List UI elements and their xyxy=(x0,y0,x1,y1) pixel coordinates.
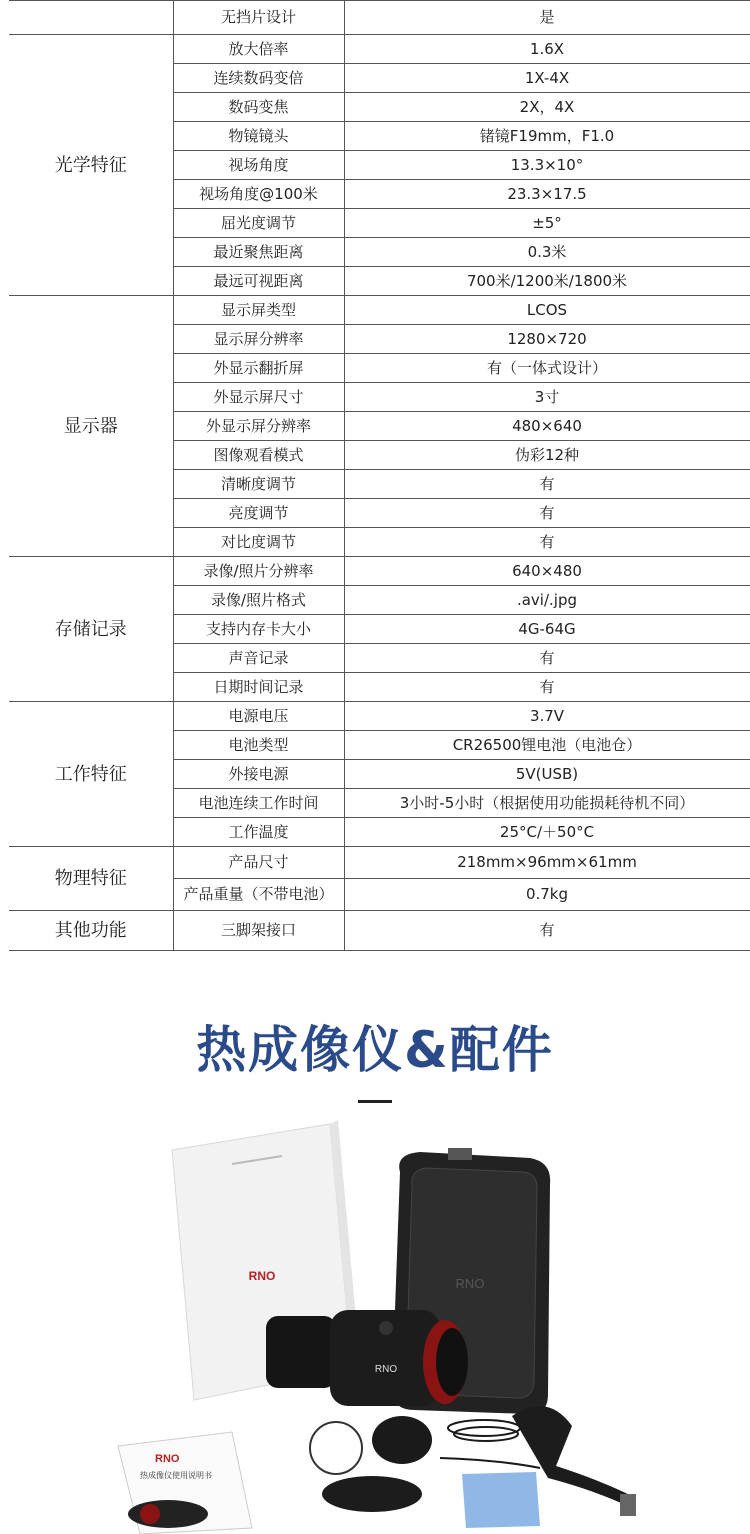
spec-label: 最近聚焦距离 xyxy=(173,238,344,267)
spec-value: 700米/1200米/1800米 xyxy=(344,267,750,296)
spec-label: 工作温度 xyxy=(173,818,344,847)
category-cell: 存储记录 xyxy=(9,557,173,702)
spec-label: 电源电压 xyxy=(173,702,344,731)
spec-value: 3寸 xyxy=(344,383,750,412)
spec-label: 支持内存卡大小 xyxy=(173,615,344,644)
table-row xyxy=(9,35,750,64)
spec-label: 显示屏分辨率 xyxy=(173,325,344,354)
spec-label: 数码变焦 xyxy=(173,93,344,122)
spec-label: 声音记录 xyxy=(173,644,344,673)
table-row xyxy=(9,557,750,586)
spec-label: 外显示翻折屏 xyxy=(173,354,344,383)
spec-label: 日期时间记录 xyxy=(173,673,344,702)
spec-value: CR26500锂电池（电池仓） xyxy=(344,731,750,760)
table-row xyxy=(9,702,750,731)
spec-value: 伪彩12种 xyxy=(344,441,750,470)
spec-value: 1.6X xyxy=(344,35,750,64)
spec-value: 有 xyxy=(344,499,750,528)
table-row xyxy=(9,296,750,325)
lens-caps xyxy=(310,1416,432,1474)
spec-value: 5V(USB) xyxy=(344,760,750,789)
spec-value: 有（一体式设计） xyxy=(344,354,750,383)
spec-value: 4G-64G xyxy=(344,615,750,644)
table-row xyxy=(9,911,750,951)
spec-value: 是 xyxy=(344,1,750,35)
spec-label: 显示屏类型 xyxy=(173,296,344,325)
category-cell xyxy=(9,1,173,35)
spec-label: 对比度调节 xyxy=(173,528,344,557)
category-cell: 光学特征 xyxy=(9,35,173,296)
spec-label: 图像观看模式 xyxy=(173,441,344,470)
eyecup xyxy=(322,1476,422,1512)
spec-value: 1280×720 xyxy=(344,325,750,354)
spec-table xyxy=(9,0,750,951)
spec-label: 亮度调节 xyxy=(173,499,344,528)
spec-value: 23.3×17.5 xyxy=(344,180,750,209)
spec-label: 外显示屏尺寸 xyxy=(173,383,344,412)
category-cell: 物理特征 xyxy=(9,847,173,911)
spec-value: 有 xyxy=(344,470,750,499)
table-row xyxy=(9,847,750,879)
spec-value: 13.3×10° xyxy=(344,151,750,180)
spec-value: 有 xyxy=(344,644,750,673)
category-cell: 显示器 xyxy=(9,296,173,557)
spec-value: 0.3米 xyxy=(344,238,750,267)
spec-value: 3小时-5小时（根据使用功能损耗待机不同） xyxy=(344,789,750,818)
section-title: 热成像仪&配件 xyxy=(196,1021,554,1079)
spec-label: 最远可视距离 xyxy=(173,267,344,296)
spec-table-body xyxy=(9,1,750,951)
thermal-monocular xyxy=(266,1310,468,1406)
spec-label: 连续数码变倍 xyxy=(173,64,344,93)
spec-value: 有 xyxy=(344,911,750,951)
spec-label: 放大倍率 xyxy=(173,35,344,64)
spec-value: ±5° xyxy=(344,209,750,238)
spec-value: .avi/.jpg xyxy=(344,586,750,615)
spec-value: 有 xyxy=(344,673,750,702)
product-photo xyxy=(0,1110,750,1534)
spec-label: 物镜镜头 xyxy=(173,122,344,151)
box-brand: RNO xyxy=(248,1269,276,1283)
spec-label: 录像/照片分辨率 xyxy=(173,557,344,586)
spec-value: 480×640 xyxy=(344,412,750,441)
category-cell: 工作特征 xyxy=(9,702,173,847)
spec-value: 1X-4X xyxy=(344,64,750,93)
spec-label: 产品尺寸 xyxy=(173,847,344,879)
spec-label: 电池类型 xyxy=(173,731,344,760)
spec-label: 清晰度调节 xyxy=(173,470,344,499)
spec-value: 0.7kg xyxy=(344,879,750,911)
spec-label: 产品重量（不带电池） xyxy=(173,879,344,911)
spec-value: 有 xyxy=(344,528,750,557)
spec-value: 640×480 xyxy=(344,557,750,586)
user-manual xyxy=(118,1432,252,1534)
spec-label: 无挡片设计 xyxy=(173,1,344,35)
device-brand: RNO xyxy=(374,1364,398,1375)
section-header xyxy=(0,1010,750,1103)
spec-label: 视场角度 xyxy=(173,151,344,180)
spec-value: 218mm×96mm×61mm xyxy=(344,847,750,879)
spec-label: 外接电源 xyxy=(173,760,344,789)
spec-value: LCOS xyxy=(344,296,750,325)
spec-label: 视场角度@100米 xyxy=(173,180,344,209)
spec-label: 电池连续工作时间 xyxy=(173,789,344,818)
spec-value: 3.7V xyxy=(344,702,750,731)
manual-title: 热成像仪使用说明书 xyxy=(140,1471,212,1480)
category-cell: 其他功能 xyxy=(9,911,173,951)
title-underline xyxy=(358,1100,392,1103)
table-row xyxy=(9,1,750,35)
spec-value: 锗镜F19mm，F1.0 xyxy=(344,122,750,151)
spec-label: 三脚架接口 xyxy=(173,911,344,951)
manual-brand: RNO xyxy=(155,1453,180,1465)
cleaning-cloth xyxy=(462,1472,540,1528)
spec-value: 2X，4X xyxy=(344,93,750,122)
spec-label: 录像/照片格式 xyxy=(173,586,344,615)
spec-label: 屈光度调节 xyxy=(173,209,344,238)
spec-value: 25°C/＋50°C xyxy=(344,818,750,847)
spec-label: 外显示屏分辨率 xyxy=(173,412,344,441)
case-brand: RNO xyxy=(455,1276,485,1291)
